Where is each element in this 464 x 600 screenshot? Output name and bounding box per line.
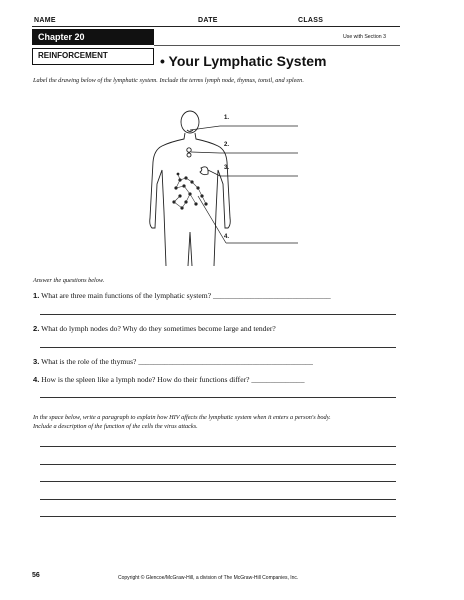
question-1 (33, 291, 403, 300)
thymus-shape (187, 148, 191, 152)
answer-line[interactable] (40, 347, 396, 348)
spleen-shape (200, 167, 208, 175)
leader-lines (190, 126, 298, 243)
title-text: Your Lymphatic System (168, 53, 327, 69)
lymph-nodes (172, 173, 207, 210)
body-legs-inner (188, 232, 192, 266)
section-note: Use with Section 3 (343, 34, 386, 40)
question-3 (33, 357, 403, 366)
date-label: DATE (198, 17, 218, 24)
answer-line[interactable] (40, 314, 396, 315)
label-instructions: Label the drawing below of the lymphatic system. Include the terms lymph node, thymus, tonsil, and spleen. (33, 77, 304, 84)
question-4-number: 4. (33, 375, 40, 384)
page-title (160, 53, 326, 69)
title-rule (154, 45, 400, 46)
writing-line[interactable] (40, 481, 396, 482)
question-1-number: 1. (33, 291, 40, 300)
answer-line[interactable] (40, 397, 396, 398)
question-2-text: What do lymph nodes do? Why do they sometimes become large and tender? (41, 324, 276, 333)
writing-line[interactable] (40, 516, 396, 517)
diagram-label-2: 2. (224, 142, 230, 148)
writing-line[interactable] (40, 464, 396, 465)
paragraph-prompt (33, 413, 433, 431)
header-rule (32, 26, 400, 27)
paragraph-prompt-line-1: In the space below, write a paragraph to explain how HIV affects the lymphatic system when it enters a person's body. (33, 414, 331, 421)
body-outline-left (150, 133, 185, 266)
thymus-lower-shape (187, 153, 191, 157)
reinforcement-badge: REINFORCEMENT (32, 48, 154, 65)
question-4 (33, 375, 403, 384)
chapter-badge: Chapter 20 (32, 29, 154, 45)
question-4-text: How is the spleen like a lymph node? How do their functions differ? ______________ (41, 375, 305, 384)
question-3-text: What is the role of the thymus? ______________________________________________ (41, 357, 313, 366)
page-number: 56 (32, 572, 40, 579)
writing-line[interactable] (40, 446, 396, 447)
writing-line[interactable] (40, 499, 396, 500)
paragraph-prompt-line-2: Include a description of the function of the cells the virus attacks. (33, 423, 198, 430)
diagram-label-1: 1. (224, 115, 230, 121)
diagram-label-4: 4. (224, 234, 230, 240)
title-bullet: • (160, 53, 165, 69)
tonsil-shape (187, 130, 193, 132)
copyright: Copyright © Glencoe/McGraw-Hill, a division of The McGraw-Hill Companies, Inc. (118, 575, 299, 581)
name-label: NAME (34, 17, 56, 24)
question-3-number: 3. (33, 357, 40, 366)
answer-instructions: Answer the questions below. (33, 277, 105, 284)
diagram-label-3: 3. (224, 165, 230, 171)
question-2-number: 2. (33, 324, 40, 333)
question-1-text: What are three main functions of the lymphatic system? _______________________________ (41, 291, 331, 300)
class-label: CLASS (298, 17, 324, 24)
question-2 (33, 324, 403, 333)
lymphatic-diagram (140, 100, 410, 268)
